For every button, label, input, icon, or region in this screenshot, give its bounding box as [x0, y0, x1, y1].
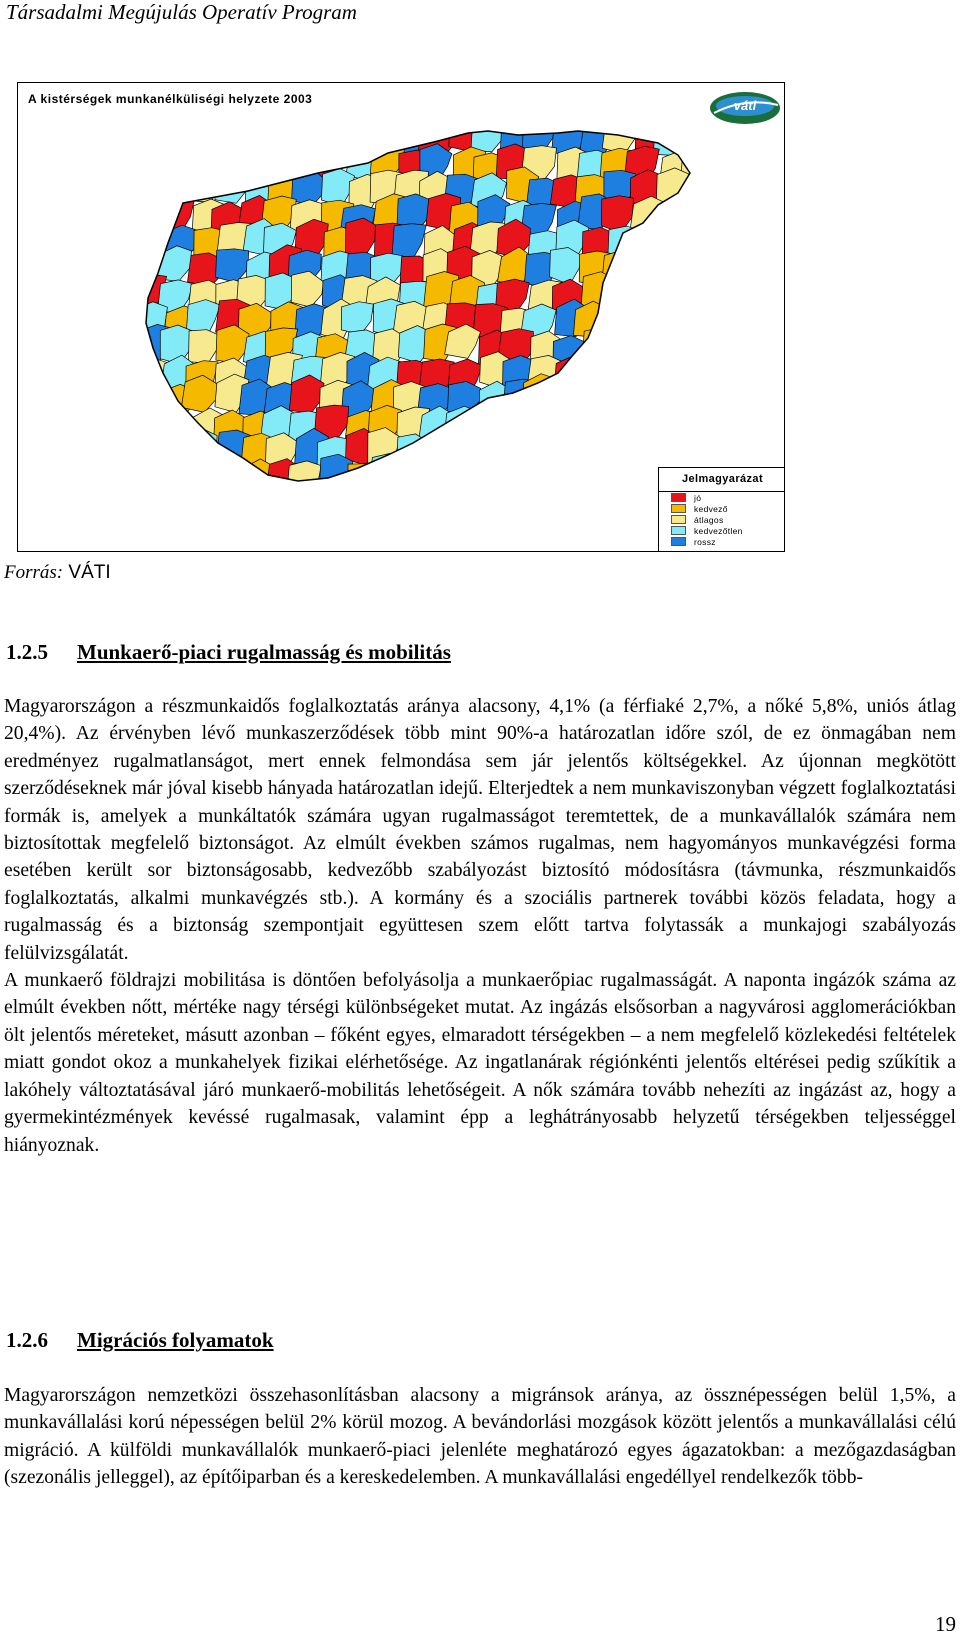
- section-heading-1-2-6: [6, 1328, 274, 1353]
- subregion-cell: [215, 169, 249, 204]
- subregion-cell: [552, 458, 587, 494]
- subregion-cell: [504, 460, 537, 495]
- subregion-cell: [372, 486, 404, 525]
- subregion-cell: [418, 483, 454, 520]
- subregion-cell: [524, 463, 557, 499]
- subregion-cell: [400, 484, 434, 525]
- subregion-cell: [364, 119, 400, 155]
- legend-title: Jelmagyarázat: [659, 468, 785, 492]
- subregion-cell: [575, 433, 608, 468]
- subregion-cell: [626, 277, 662, 316]
- subregion-cell: [677, 192, 713, 229]
- subregion-cell: [212, 146, 246, 186]
- legend-item: [659, 503, 785, 514]
- legend-item: [659, 536, 785, 547]
- subregion-cell: [609, 274, 643, 309]
- section-title: Munkaerő-piaci rugalmasság és mobilitás: [77, 640, 451, 664]
- subregion-cell: [681, 121, 714, 161]
- legend-item: [659, 492, 785, 503]
- subregion-cell: [319, 116, 354, 156]
- subregion-cell: [677, 333, 711, 367]
- page-number: 19: [935, 1612, 956, 1636]
- subregion-cell: [422, 462, 457, 500]
- legend-swatch-rossz: [671, 537, 686, 546]
- subregion-cell: [550, 248, 583, 285]
- subregion-cell: [630, 412, 665, 446]
- subregion-cell: [629, 227, 665, 264]
- subregion-cell: [654, 228, 687, 261]
- subregion-cell: [266, 482, 302, 519]
- subregion-cell: [525, 479, 561, 516]
- subregion-cell: [159, 149, 192, 185]
- subregion-cell: [554, 433, 587, 466]
- legend-label: kedvezőtlen: [694, 525, 743, 536]
- subregion-cell: [658, 333, 692, 369]
- subregion-cell: [606, 333, 641, 369]
- paragraph: Magyarországon a részmunkaidős foglalkoztatás aránya alacsony, 4,1% (a férfiaké 2,7%, a nőké 5,8%, uniós átlag 20,4%). Az érvényben lévő munkaszerződések több mint 90%-a határozatlan időre szól, de ez önmagában nem eredményez rugalmatlanságot, mert ennek felmondása sem jár jelentős költségekkel. Az újonnan megkötött szerződéseknek már jóval kisebb hányada határozatlan idejű. Elterjedtek a nem munkaviszonyban végzett foglalkoztatási formák is, amelyek a munkáltatók számára ugyan rugalmasságot teremtettek, de a munkavállalók számára nem biztosítottak megfelelő biztonságot. Az elmúlt években számos rugalmas, nem hagyományos munkavégzési forma esetében került sor biztonságosabb, kedvezőbb szabályozást biztosító módosításra (távmunka, részmunkaidős foglalkoztatás, alkalmi munkavégzés stb.). A kormány és a szociális partnerek további közös feladata, hogy a rugalmasság és a biztonság szempontjait együttesen szem előtt tartva folytassák a munkajogi szabályozás felülvizsgálatát.: [4, 696, 956, 964]
- subregion-cell: [527, 433, 563, 468]
- subregion-cell: [216, 116, 249, 155]
- subregion-cell: [657, 404, 693, 443]
- subregion-cell: [287, 486, 321, 520]
- subregion-cell: [138, 202, 171, 240]
- subregion-cell: [576, 407, 609, 447]
- section-heading-1-2-5: [6, 640, 451, 665]
- subregion-cell: [469, 405, 505, 441]
- subregion-cell: [219, 461, 251, 499]
- subregion-cell: [269, 123, 303, 156]
- subregion-cell: [583, 376, 616, 414]
- subregion-cell: [319, 454, 353, 492]
- subregion-cell: [687, 248, 719, 285]
- source-name: VÁTI: [68, 562, 111, 583]
- legend-label: jó: [694, 492, 702, 503]
- subregion-cell: [604, 462, 639, 496]
- subregion-cell: [554, 486, 587, 523]
- subregion-cell: [240, 489, 274, 523]
- subregion-cell: [632, 251, 665, 287]
- subregion-cell: [574, 360, 608, 395]
- legend-swatch-atlagos: [671, 515, 686, 524]
- subregion-cell: [399, 458, 433, 494]
- subregion-cell: [344, 117, 379, 154]
- subregion-cell: [603, 430, 637, 470]
- subregion-cell: [185, 429, 217, 468]
- subregion-cell: [528, 407, 562, 444]
- subregion-cell: [216, 249, 249, 283]
- subregion-cell: [449, 431, 482, 469]
- subregion-cell: [659, 197, 695, 232]
- subregion-cell: [500, 485, 536, 524]
- subregion-cell: [604, 484, 639, 522]
- figure-source: [4, 562, 111, 584]
- subregion-cell: [575, 487, 607, 523]
- subregion-cell: [681, 360, 715, 396]
- subregion-cell: [392, 224, 426, 258]
- logo-text: váti: [733, 98, 757, 113]
- legend-label: rossz: [694, 536, 716, 547]
- subregion-cell: [581, 272, 615, 309]
- subregion-cell: [135, 459, 169, 494]
- subregion-cell: [600, 306, 633, 340]
- subregion-cell: [161, 125, 194, 160]
- subregion-cell: [397, 434, 430, 470]
- subregion-cell: [551, 377, 586, 416]
- legend-label: átlagos: [694, 514, 724, 525]
- subregion-cell: [158, 430, 192, 469]
- subregion-cell: [655, 357, 689, 396]
- subregion-cell: [636, 306, 669, 341]
- subregion-cell: [471, 118, 505, 152]
- subregion-cell: [678, 432, 713, 469]
- subregion-cell: [445, 481, 481, 516]
- subregion-cell: [471, 433, 504, 468]
- section-number: 1.2.5: [6, 640, 48, 664]
- subregion-cell: [133, 404, 166, 441]
- subregion-cell: [240, 117, 273, 155]
- subregion-cell: [477, 489, 512, 524]
- subregion-cell: [191, 463, 224, 499]
- section-body-1-2-6: [4, 1382, 956, 1492]
- subregion-cell: [602, 250, 636, 286]
- legend-item: [659, 514, 785, 525]
- subregion-cell: [684, 412, 720, 448]
- unemployment-map-figure: [17, 82, 785, 552]
- section-title: Migrációs folyamatok: [77, 1328, 274, 1352]
- map-title: A kistérségek munkanélküliségi helyzete 2003: [28, 92, 313, 106]
- subregion-cell: [683, 301, 717, 338]
- map-legend: [658, 467, 785, 552]
- subregion-cell: [582, 327, 616, 364]
- legend-label: kedvező: [694, 503, 728, 514]
- subregion-cell: [186, 114, 219, 155]
- subregion-cell: [297, 119, 331, 155]
- subregion-cell: [603, 406, 636, 442]
- subregion-cell: [687, 281, 721, 315]
- subregion-cell: [185, 486, 219, 525]
- subregion-cell: [325, 489, 357, 527]
- subregion-cell: [658, 273, 693, 311]
- subregion-cell: [631, 350, 663, 387]
- subregion-cell: [135, 488, 168, 527]
- subregion-cell: [185, 151, 218, 185]
- subregion-cell: [134, 122, 170, 155]
- subregion-cell: [341, 302, 373, 335]
- subregion-cell: [138, 435, 172, 473]
- subregion-cell: [658, 434, 690, 468]
- subregion-cell: [346, 218, 378, 256]
- section-body-1-2-5: [4, 693, 956, 1159]
- subregion-cell: [140, 384, 174, 422]
- subregion-cell: [499, 433, 531, 468]
- subregion-cell: [630, 384, 666, 421]
- source-label: Forrás:: [4, 562, 64, 583]
- paragraph: Magyarországon nemzetközi összehasonlításban alacsony a migránsok aránya, az össznépességen belül 1,5%, a munkavállalási korú népességen belül 2% körül mozog. A bevándorlási mozgások között jelentős a munkavállalási célú migráció. A külföldi munkavállalók munkaerő-piaci jelenléte meghatározó egyes ágazatokban: a mezőgazdaságban (szezonális jelleggel), az építőiparban és a kereskedelemben. A munkavállalási engedéllyel rendelkezők több-: [4, 1385, 956, 1489]
- subregion-cell: [652, 382, 687, 416]
- legend-swatch-jo: [671, 493, 686, 502]
- subregion-cell: [420, 439, 454, 474]
- subregion-cell: [441, 456, 477, 493]
- subregion-cell: [607, 355, 642, 392]
- subregion-cell: [238, 146, 271, 184]
- legend-item: [659, 525, 785, 536]
- subregion-cell: [602, 380, 637, 414]
- subregion-cell: [140, 149, 174, 183]
- subregion-cell: [500, 400, 535, 437]
- subregion-cell: [575, 464, 609, 497]
- subregion-cell: [680, 383, 712, 417]
- subregion-cell: [654, 254, 687, 293]
- subregion-cell: [166, 488, 200, 522]
- subregion-cell: [656, 168, 689, 204]
- subregion-cell: [157, 459, 192, 495]
- legend-swatch-kedvezo: [671, 504, 686, 513]
- running-header: Társadalmi Megújulás Operatív Program: [6, 0, 357, 24]
- subregion-cell: [136, 170, 169, 206]
- subregion-cell: [213, 488, 248, 526]
- subregion-cell: [348, 464, 381, 499]
- subregion-cell: [291, 271, 323, 307]
- legend-swatch-kedvezotlen: [671, 526, 686, 535]
- subregion-cell: [549, 407, 582, 445]
- subregion-cell: [159, 411, 193, 445]
- subregion-cell: [687, 222, 720, 261]
- section-number: 1.2.6: [6, 1328, 48, 1352]
- paragraph: A munkaerő földrajzi mobilitása is döntően befolyásolja a munkaerőpiac rugalmasságát. A naponta ingázók száma az elmúlt években nőtt, mértéke nagy térségi különbségeket mutat. Az ingázás elsősorban a nagyvárosi agglomerációkban ölt jelentős méreteket, másutt azonban – főként egyes, elmaradott térségekben – a nem megfelelő közlekedési feltételek miatt gondot okoz a munkahelyek fizikai elérhetősége. Az ingatlanárak régiónkénti jelentős eltérései pedig szűkítik a lakóhely változtatásával járó munkaerő-mobilitás lehetőségeit. A nők számára tovább nehezíti az ingázást az, hogy a gyermekintézmények kevéssé rugalmasak, valamint épp a leghátrányosabb helyzetű térségekben teljességgel hiányoznak.: [4, 970, 956, 1156]
- subregion-cell: [683, 174, 719, 211]
- subregion-cell: [652, 305, 686, 340]
- subregion-cell: [370, 453, 405, 492]
- subregion-cell: [626, 326, 661, 366]
- subregion-cell: [340, 488, 374, 522]
- subregion-cell: [479, 463, 513, 497]
